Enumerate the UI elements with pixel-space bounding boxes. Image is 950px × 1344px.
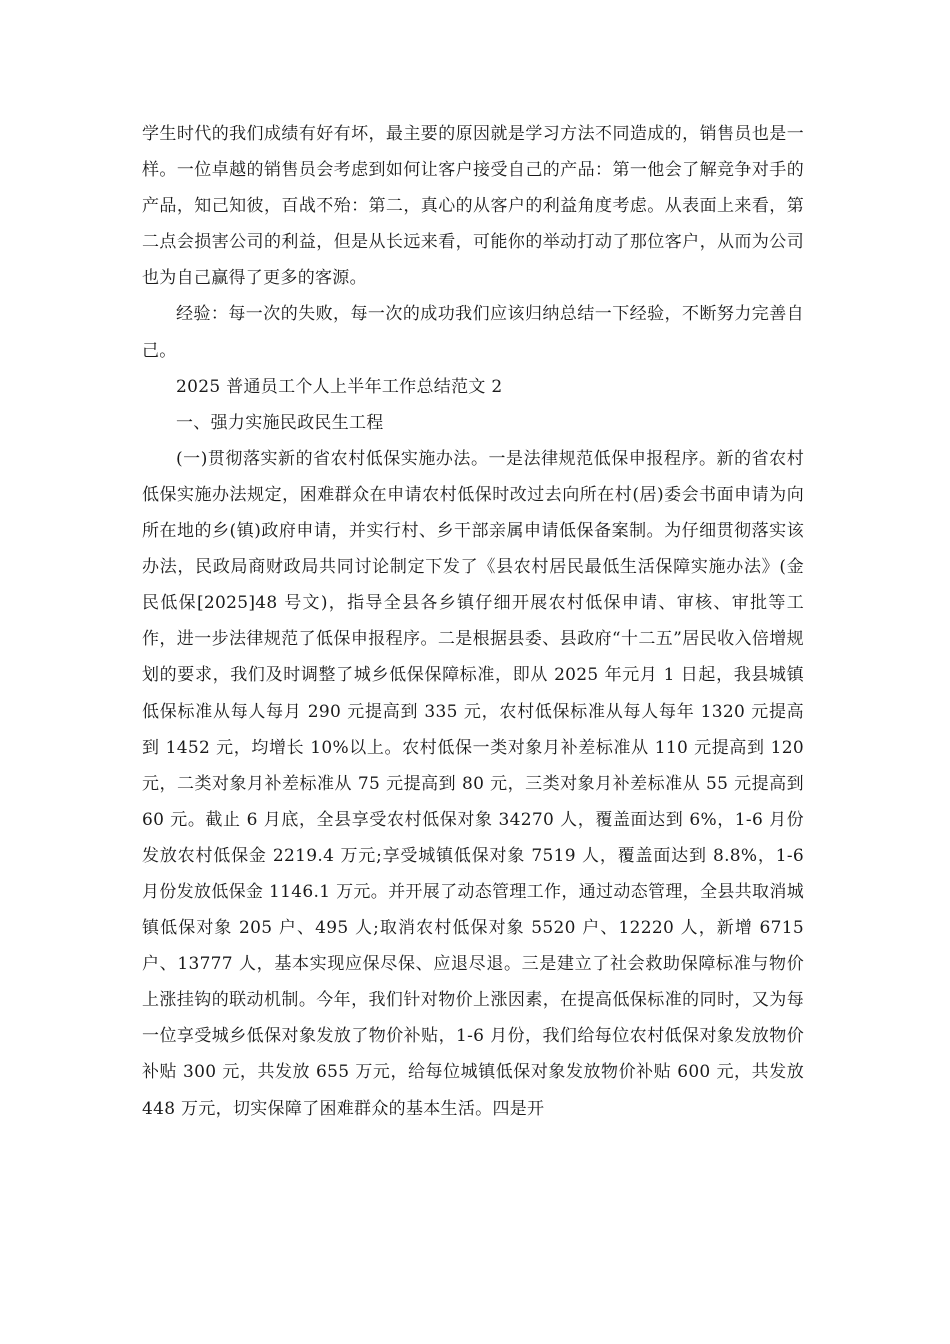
paragraph-sales-method: 学生时代的我们成绩有好有坏，最主要的原因就是学习方法不同造成的，销售员也是一样。一位卓越的销售员会考虑到如何让客户接受自己的产品：第一他会了解竞争对手的产品，知己知彼，百战不殆：第二，真心的从客户的利益角度考虑。从表面上来看，第二点会损害公司的利益，但是从长远来看，可能你的举动打动了那位客户，从而为公司也为自己赢得了更多的客源。 — [142, 124, 804, 289]
section-heading: 一、强力实施民政民生工程 — [176, 412, 384, 433]
paragraph-experience: 经验：每一次的失败，每一次的成功我们应该归纳总结一下经验，不断努力完善自己。 — [142, 304, 804, 361]
document-title: 2025 普通员工个人上半年工作总结范文 2 — [176, 376, 503, 397]
document-body — [142, 116, 804, 1127]
paragraph-low-income-policy: (一)贯彻落实新的省农村低保实施办法。一是法律规范低保申报程序。新的省农村低保实施办法规定，困难群众在申请农村低保时改过去向所在村(居)委会书面申请为向所在地的乡(镇)政府申请，并实行村、乡干部亲属申请低保备案制。为仔细贯彻落实该办法，民政局商财政局共同讨论制定下发了《县农村居民最低生活保障实施办法》(金民低保[2025]48 号文)，指导全县各乡镇仔细开展农村低保申请、审核、审批等工作，进一步法律规范了低保申报程序。二是根据县委、县政府“十二五”居民收入倍增规划的要求，我们及时调整了城乡低保保障标准，即从 2025 年元月 1 日起，我县城镇低保标准从每人每月 290 元提高到 335 元，农村低保标准从每人每年 1320 元提高到 1452 元，均增长 10%以上。农村低保一类对象月补差标准从 110 元提高到 120 元，二类对象月补差标准从 75 元提高到 80 元，三类对象月补差标准从 55 元提高到 60 元。截止 6 月底，全县享受农村低保对象 34270 人，覆盖面达到 6%，1-6 月份发放农村低保金 2219.4 万元;享受城镇低保对象 7519 人，覆盖面达到 8.8%，1-6 月份发放低保金 1146.1 万元。并开展了动态管理工作，通过动态管理，全县共取消城镇低保对象 205 户、495 人;取消农村低保对象 5520 户、12220 人，新增 6715 户、13777 人，基本实现应保尽保、应退尽退。三是建立了社会救助保障标准与物价上涨挂钩的联动机制。今年，我们针对物价上涨因素，在提高低保标准的同时，又为每一位享受城乡低保对象发放了物价补贴，1-6 月份，我们给每位农村低保对象发放物价补贴 300 元，共发放 655 万元，给每位城镇低保对象发放物价补贴 600 元，共发放 448 万元，切实保障了困难群众的基本生活。四是开 — [142, 448, 804, 1119]
